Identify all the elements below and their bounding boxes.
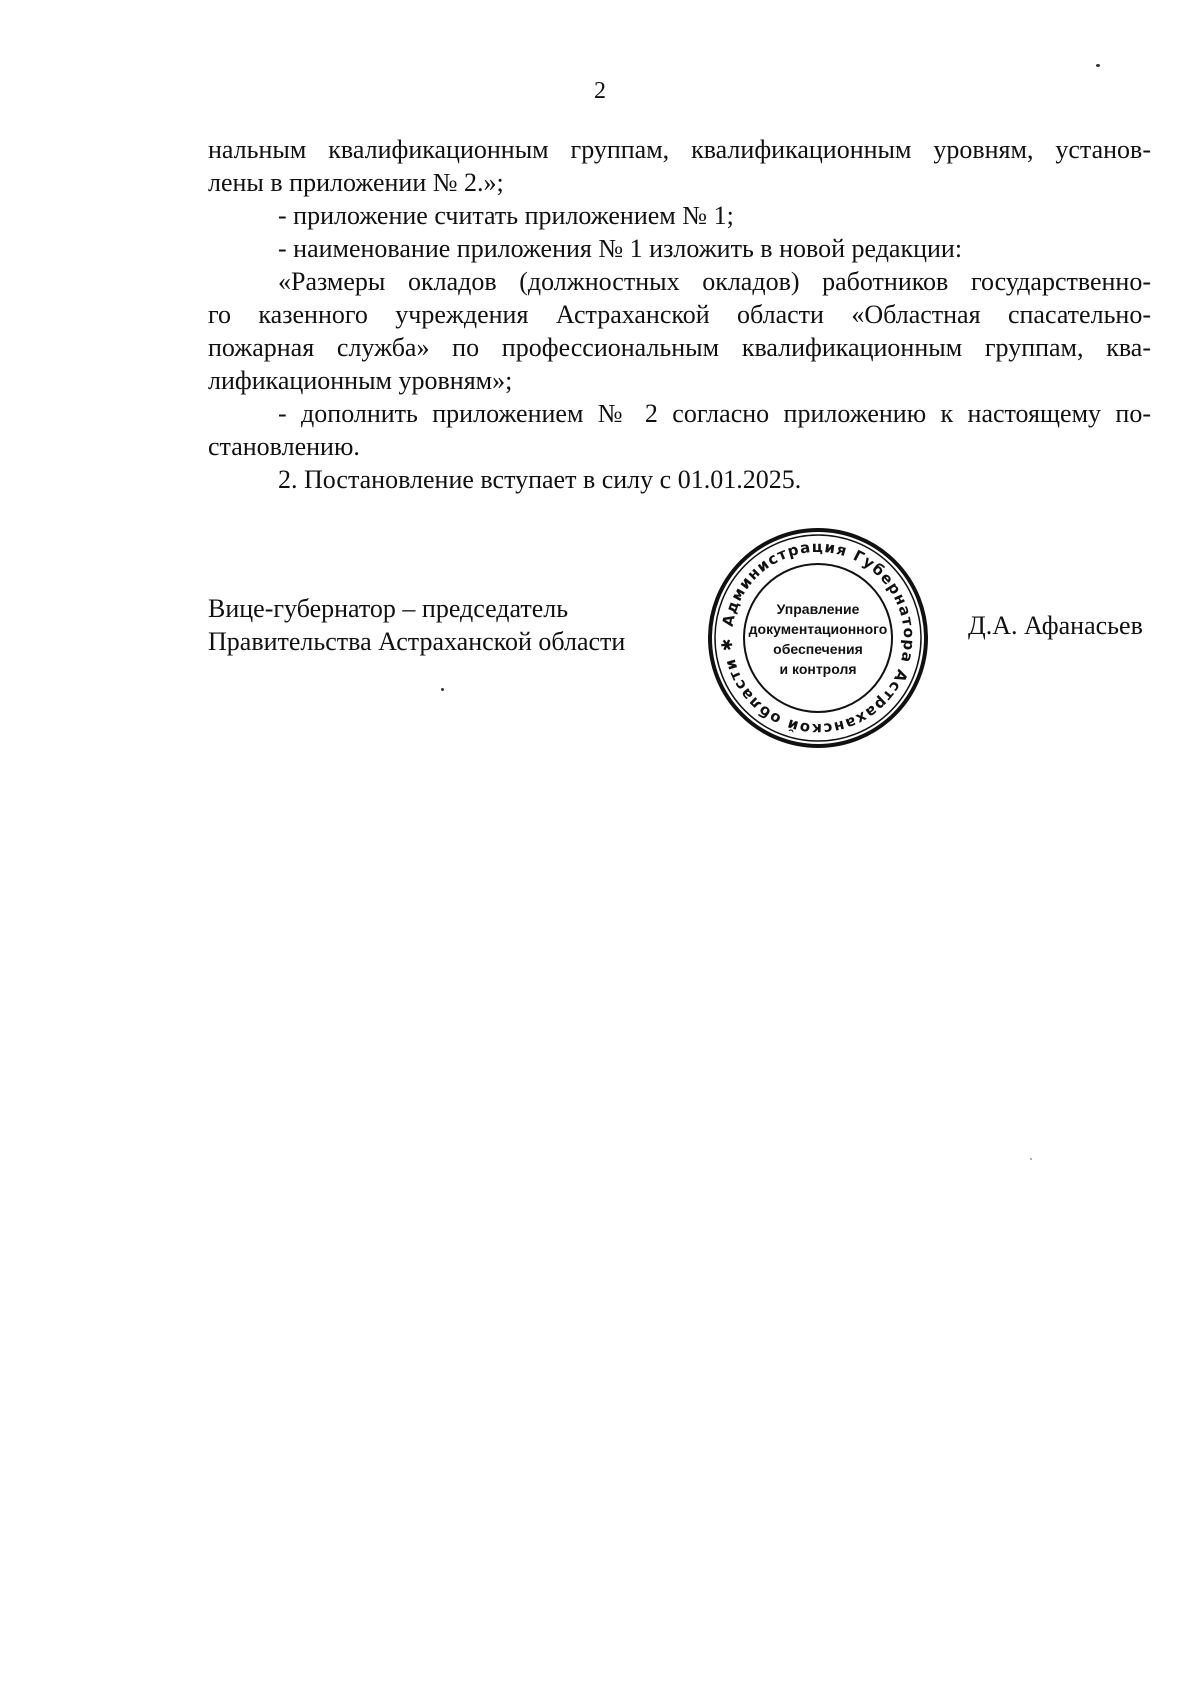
paragraph-renumber-appendix: - приложение считать приложением № 1; bbox=[278, 201, 734, 230]
stamp-ring-text: Администрация Губернатора Астраханской области ✱ bbox=[717, 537, 919, 739]
signatory-position-line: Правительства Астраханской области bbox=[208, 627, 626, 656]
text-line: становлению. bbox=[208, 432, 360, 461]
text-line: лификационным уровням»; bbox=[208, 366, 513, 395]
signatory-position bbox=[208, 592, 625, 658]
paragraph-clause-2: 2. Постановление вступает в силу с 01.01.2025. bbox=[278, 465, 802, 494]
stamp-center-line: обеспечения bbox=[773, 641, 863, 657]
stamp-outer-inner-ring bbox=[715, 535, 921, 741]
text-line: го казенного учреждения Астраханской области «Областная спасательно- bbox=[208, 300, 1151, 329]
paragraph-add-appendix bbox=[208, 397, 1151, 463]
stamp-center-text bbox=[749, 601, 888, 677]
official-seal-stamp bbox=[706, 526, 930, 750]
scan-speck bbox=[1030, 1158, 1032, 1160]
document-body bbox=[208, 133, 1151, 496]
paragraph-continuation bbox=[208, 133, 1151, 199]
stamp-outer-ring bbox=[710, 530, 926, 746]
text-line: пожарная служба» по профессиональным квалификационным группам, ква- bbox=[208, 333, 1151, 362]
stamp-center-line: документационного bbox=[748, 621, 888, 637]
text-line: лены в приложении № 2.»; bbox=[208, 168, 504, 197]
text-line: «Размеры окладов (должностных окладов) работников государственно- bbox=[278, 267, 1151, 296]
scan-speck bbox=[1096, 64, 1100, 67]
stamp-inner-ring bbox=[744, 564, 892, 712]
paragraph-new-title bbox=[208, 265, 1151, 397]
page-number: 2 bbox=[594, 78, 606, 104]
signatory-name: Д.А. Афанасьев bbox=[968, 611, 1143, 640]
stamp-center-line: и контроля bbox=[779, 661, 857, 677]
text-line: - дополнить приложением № 2 согласно приложению к настоящему по- bbox=[278, 399, 1151, 428]
stamp-center-line: Управление bbox=[776, 601, 860, 617]
text-line: нальным квалификационным группам, квалификационным уровням, установ- bbox=[208, 135, 1151, 164]
paragraph-rename-appendix: - наименование приложения № 1 изложить в новой редакции: bbox=[278, 234, 963, 263]
scan-speck bbox=[441, 688, 444, 691]
signatory-position-line: Вице-губернатор – председатель bbox=[208, 594, 569, 623]
